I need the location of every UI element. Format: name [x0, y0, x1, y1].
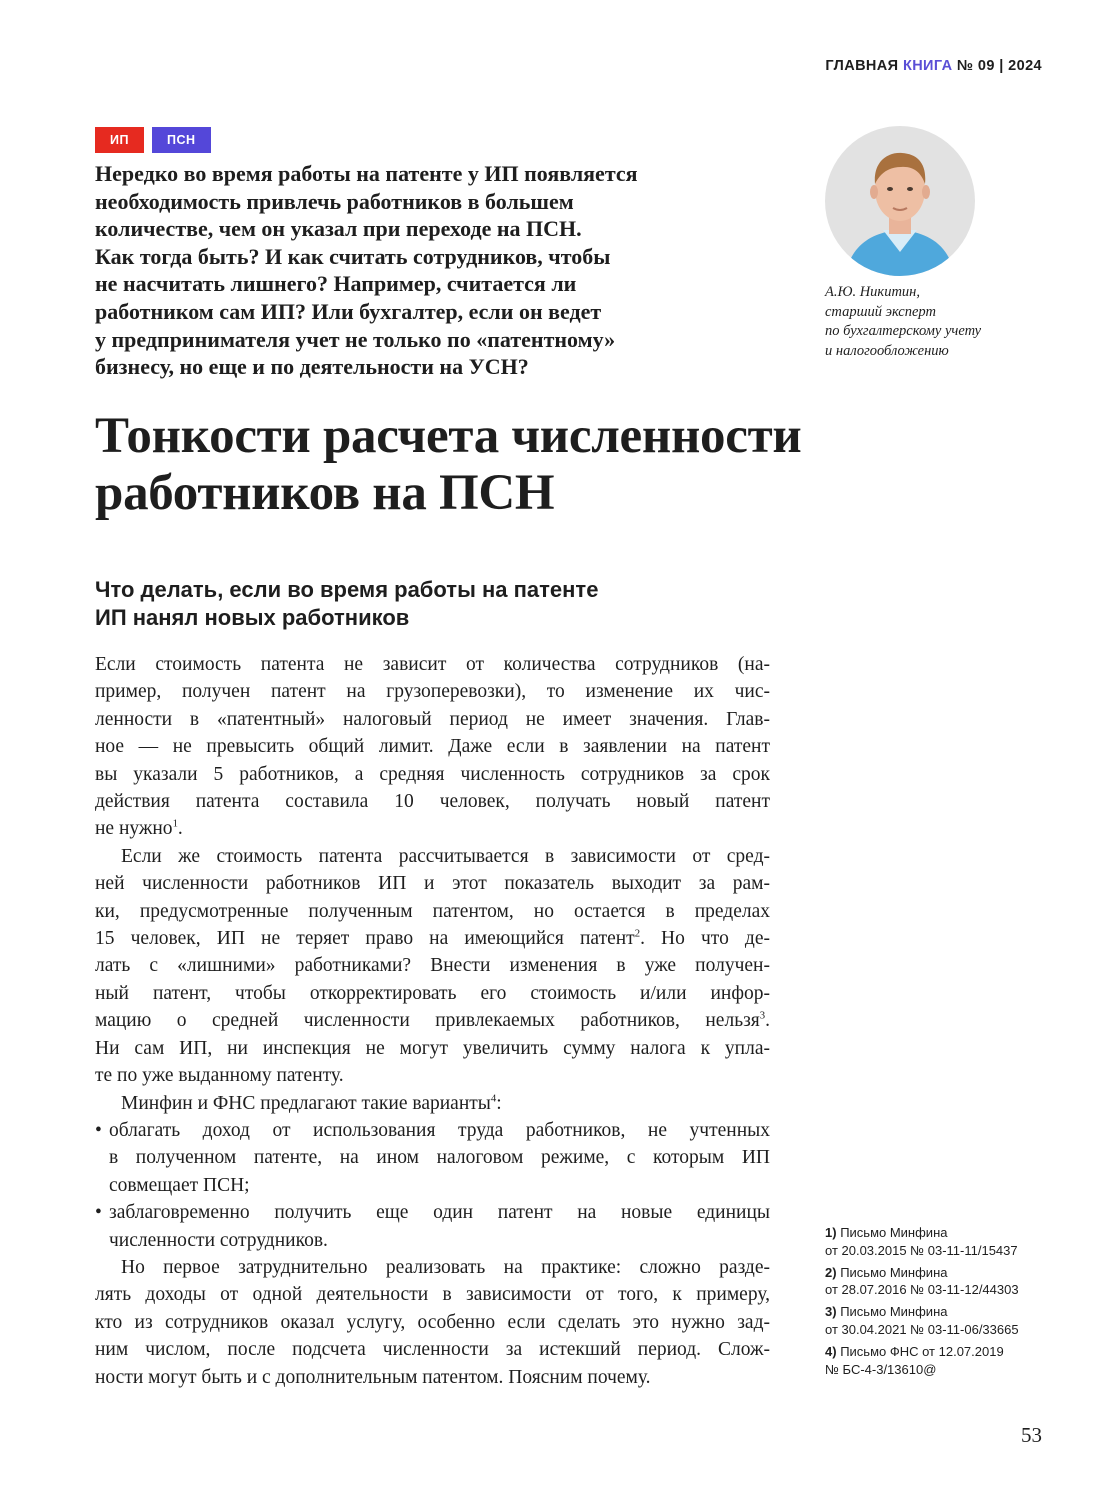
- body-text: мацию о средней численности привлекаемых работников, нельзя: [95, 1010, 760, 1032]
- section-heading-line: ИП нанял новых работников: [95, 605, 410, 630]
- author-photo: [825, 126, 975, 276]
- article-title: [95, 408, 801, 522]
- footnote-number: 4): [825, 1343, 837, 1359]
- body-line: ки, предусмотренные полученным патентом, но остается в пределах: [95, 900, 770, 922]
- footnote-ref: 1: [172, 817, 178, 830]
- lead-line: Нередко во время работы на патенте у ИП появляется: [95, 161, 638, 186]
- lead-line: не насчитать лишнего? Например, считается ли: [95, 271, 577, 297]
- footnote-text: Письмо Минфина: [840, 1304, 948, 1320]
- footnote: [825, 1303, 1019, 1339]
- bullet-line: [95, 1199, 770, 1226]
- footnote: [825, 1264, 1019, 1300]
- body-line: Если же стоимость патента рассчитывается в зависимости от сред-: [121, 845, 770, 867]
- footnote-text: Письмо Минфина: [840, 1225, 948, 1240]
- title-line: работников на ПСН: [95, 465, 555, 521]
- footnote: [825, 1224, 1019, 1260]
- bullet-line: в полученном патенте, на ином налоговом режиме, с которым ИП: [109, 1147, 770, 1169]
- bullet-line: [95, 1117, 770, 1144]
- footnote-ref: 4: [490, 1092, 497, 1104]
- author-caption: [825, 283, 981, 361]
- title-line: Тонкости расчета численности: [95, 408, 802, 464]
- body-line: Если стоимость патента не зависит от количества сотрудников (на-: [95, 654, 770, 675]
- body-text: .: [765, 1010, 770, 1032]
- lead-line: количестве, чем он указал при переходе на ПСН.: [95, 216, 582, 242]
- body-text: заблаговременно получить еще один патент на новые единицы: [109, 1202, 770, 1224]
- body-text: не нужно: [95, 818, 173, 840]
- footnotes: [825, 1224, 1019, 1382]
- section-heading-line: Что делать, если во время работы на патенте: [95, 577, 599, 602]
- lead-line: бизнесу, но еще и по деятельности на УСН?: [95, 354, 529, 380]
- body-line: лать с «лишними» работниками? Внести изменения в уже получен-: [95, 955, 770, 977]
- footnote-text: от 20.03.2015 № 03-11-11/15437: [825, 1242, 1018, 1258]
- lead-paragraph: [95, 160, 775, 381]
- bullet-marker: •: [95, 1119, 102, 1141]
- body-text: 15 человек, ИП не теряет право на имеющийся патент: [95, 928, 635, 950]
- body-line: [95, 925, 770, 952]
- body-text: облагать доход от использования труда работников, не учтенных: [109, 1119, 770, 1141]
- tag-psn: ПСН: [152, 127, 211, 153]
- footnote: [825, 1343, 1019, 1379]
- footnote-number: 2): [825, 1264, 837, 1280]
- body-text: :: [496, 1092, 502, 1114]
- body-text: Минфин и ФНС предлагают такие варианты: [121, 1092, 491, 1114]
- body-line: ный патент, чтобы откорректировать его стоимость и/или инфор-: [95, 982, 770, 1004]
- author-role-line: старший эксперт: [825, 303, 936, 320]
- body-text: .: [177, 818, 183, 840]
- body-line: Но первое затруднительно реализовать на практике: сложно разде-: [121, 1256, 770, 1278]
- author-role-line: и налогообложению: [825, 342, 949, 359]
- body-line: кто из сотрудников оказал услугу, особенно если сделать это нужно зад-: [95, 1311, 770, 1333]
- lead-line: Как тогда быть? И как считать сотрудников, чтобы: [95, 243, 611, 269]
- lead-line: у предпринимателя учет не только по «патентному»: [95, 326, 616, 352]
- section-heading: [95, 576, 598, 632]
- bullet-line: численности сотрудников.: [109, 1229, 328, 1251]
- issue-number: № 09 | 2024: [956, 58, 1042, 74]
- bullet-line: совмещает ПСН;: [109, 1174, 250, 1196]
- bullet-marker: •: [95, 1202, 102, 1224]
- body-line: лять доходы от одной деятельности в зависимости от того, к примеру,: [95, 1284, 770, 1306]
- magazine-name-part2: КНИГА: [902, 58, 953, 74]
- footnote-text: Письмо Минфина: [840, 1264, 948, 1280]
- body-line: [95, 815, 770, 842]
- article-body: [95, 651, 770, 1391]
- footnote-ref: 2: [634, 927, 641, 940]
- footnote-number: 1): [825, 1225, 837, 1240]
- body-line: [95, 1090, 770, 1117]
- magazine-masthead: [825, 58, 1042, 74]
- body-line: ленности в «патентный» налоговый период не имеет значения. Глав-: [95, 708, 770, 730]
- body-line: Ни сам ИП, ни инспекция не могут увеличить сумму налога к упла-: [95, 1037, 770, 1059]
- lead-line: работником сам ИП? Или бухгалтер, если он ведет: [95, 298, 602, 324]
- body-line: вы указали 5 работников, а средняя численность сотрудников за срок: [95, 763, 770, 785]
- footnote-ref: 3: [759, 1009, 766, 1022]
- lead-line: необходимость привлечь работников в большем: [95, 188, 574, 214]
- tag-list: [95, 127, 211, 153]
- magazine-name-part1: ГЛАВНАЯ: [825, 58, 899, 74]
- footnote-text: от 30.04.2021 № 03-11-06/33665: [825, 1321, 1019, 1337]
- body-line: пример, получен патент на грузоперевозки), то изменение их чис-: [95, 681, 770, 703]
- body-line: ней численности работников ИП и этот показатель выходит за рам-: [95, 873, 770, 895]
- body-line: действия патента составила 10 человек, получать новый патент: [95, 791, 770, 813]
- footnote-text: Письмо ФНС от 12.07.2019: [840, 1343, 1004, 1359]
- body-line: ности могут быть и с дополнительным патентом. Поясним почему.: [95, 1366, 651, 1388]
- body-line: ное — не превысить общий лимит. Даже если в заявлении на патент: [95, 736, 770, 758]
- tag-ip: ИП: [95, 127, 144, 153]
- page-number: 53: [1021, 1423, 1042, 1447]
- footnote-number: 3): [825, 1304, 837, 1320]
- author-role-line: по бухгалтерскому учету: [825, 323, 982, 339]
- footnote-text: № БС-4-3/13610@: [825, 1361, 937, 1377]
- body-line: [95, 1007, 770, 1034]
- author-name: А.Ю. Никитин,: [825, 284, 920, 300]
- body-line: ним числом, после подсчета численности за истекший период. Слож-: [95, 1339, 770, 1361]
- body-line: те по уже выданному патенту.: [95, 1065, 344, 1087]
- footnote-text: от 28.07.2016 № 03-11-12/44303: [825, 1282, 1019, 1298]
- body-text: . Но что де-: [640, 928, 770, 950]
